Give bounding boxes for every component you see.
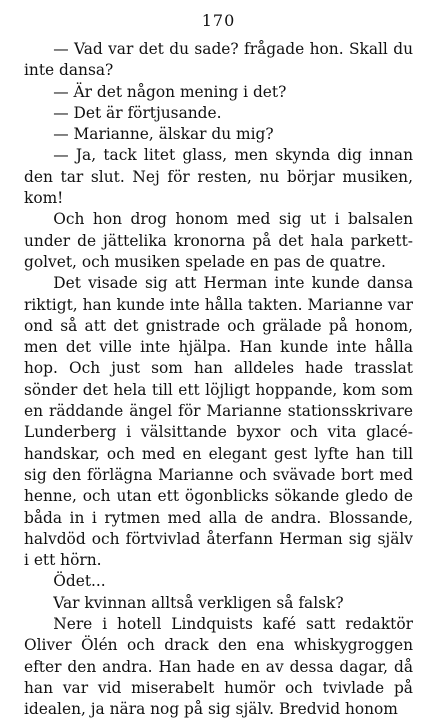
paragraph: Och hon drog honom med sig ut i balsalen under de jättelika kronorna på det hala parkettgolvet, och musiken spelade en pas de quatre. — [24, 210, 413, 271]
paragraph: Ödet... — [53, 572, 106, 591]
dialogue-line: — Ja, tack litet glass, men skynda dig innan den tar slut. Nej för resten, nu börjar musiken, kom! — [24, 146, 413, 208]
dialogue-line: — Är det någon mening i det? — [53, 82, 287, 101]
paragraph: Var kvinnan alltså verkligen så falsk? — [53, 593, 344, 612]
dialogue-line: — Vad var det du sade? frågade hon. Skall du inte dansa? — [24, 40, 413, 80]
dialogue-line: — Marianne, älskar du mig? — [53, 125, 274, 144]
paragraph: Nere i hotell Lindquists kafé satt redaktör Oliver Ölén och drack den ena whiskygroggen efter den andra. Han hade en av dessa dagar, då han var vid miserabelt humör och tvivlade på idealen, ja nära nog på sig själv. Bredvid honom — [24, 615, 413, 719]
dialogue-line: — Det är förtjusande. — [53, 103, 222, 122]
paragraph: Det visade sig att Herman inte kunde dansa riktigt, han kunde inte hålla takten. Marianne var ond så att det gnistrade och grälade på honom, men det ville inte hjälpa. Han kunde inte hålla hop. Och just som han alldeles hade trasslat sönder det hela till ett löjligt hoppande, kom som en räddande ängel för Marianne stationsskrivare Lunderberg i välsittande byxor och vita glacéhandskar, och med en elegant gest lyfte han till sig den förlägna Marianne och svävade bort med henne, och utan ett ögonblicks sökande gledo de båda in i rytmen med alla de andra. Blossande, halvdöd och förtvivlad återfann Herman sig själv i ett hörn. — [24, 274, 413, 570]
page-body — [24, 39, 413, 721]
page-number: 170 — [201, 11, 236, 30]
